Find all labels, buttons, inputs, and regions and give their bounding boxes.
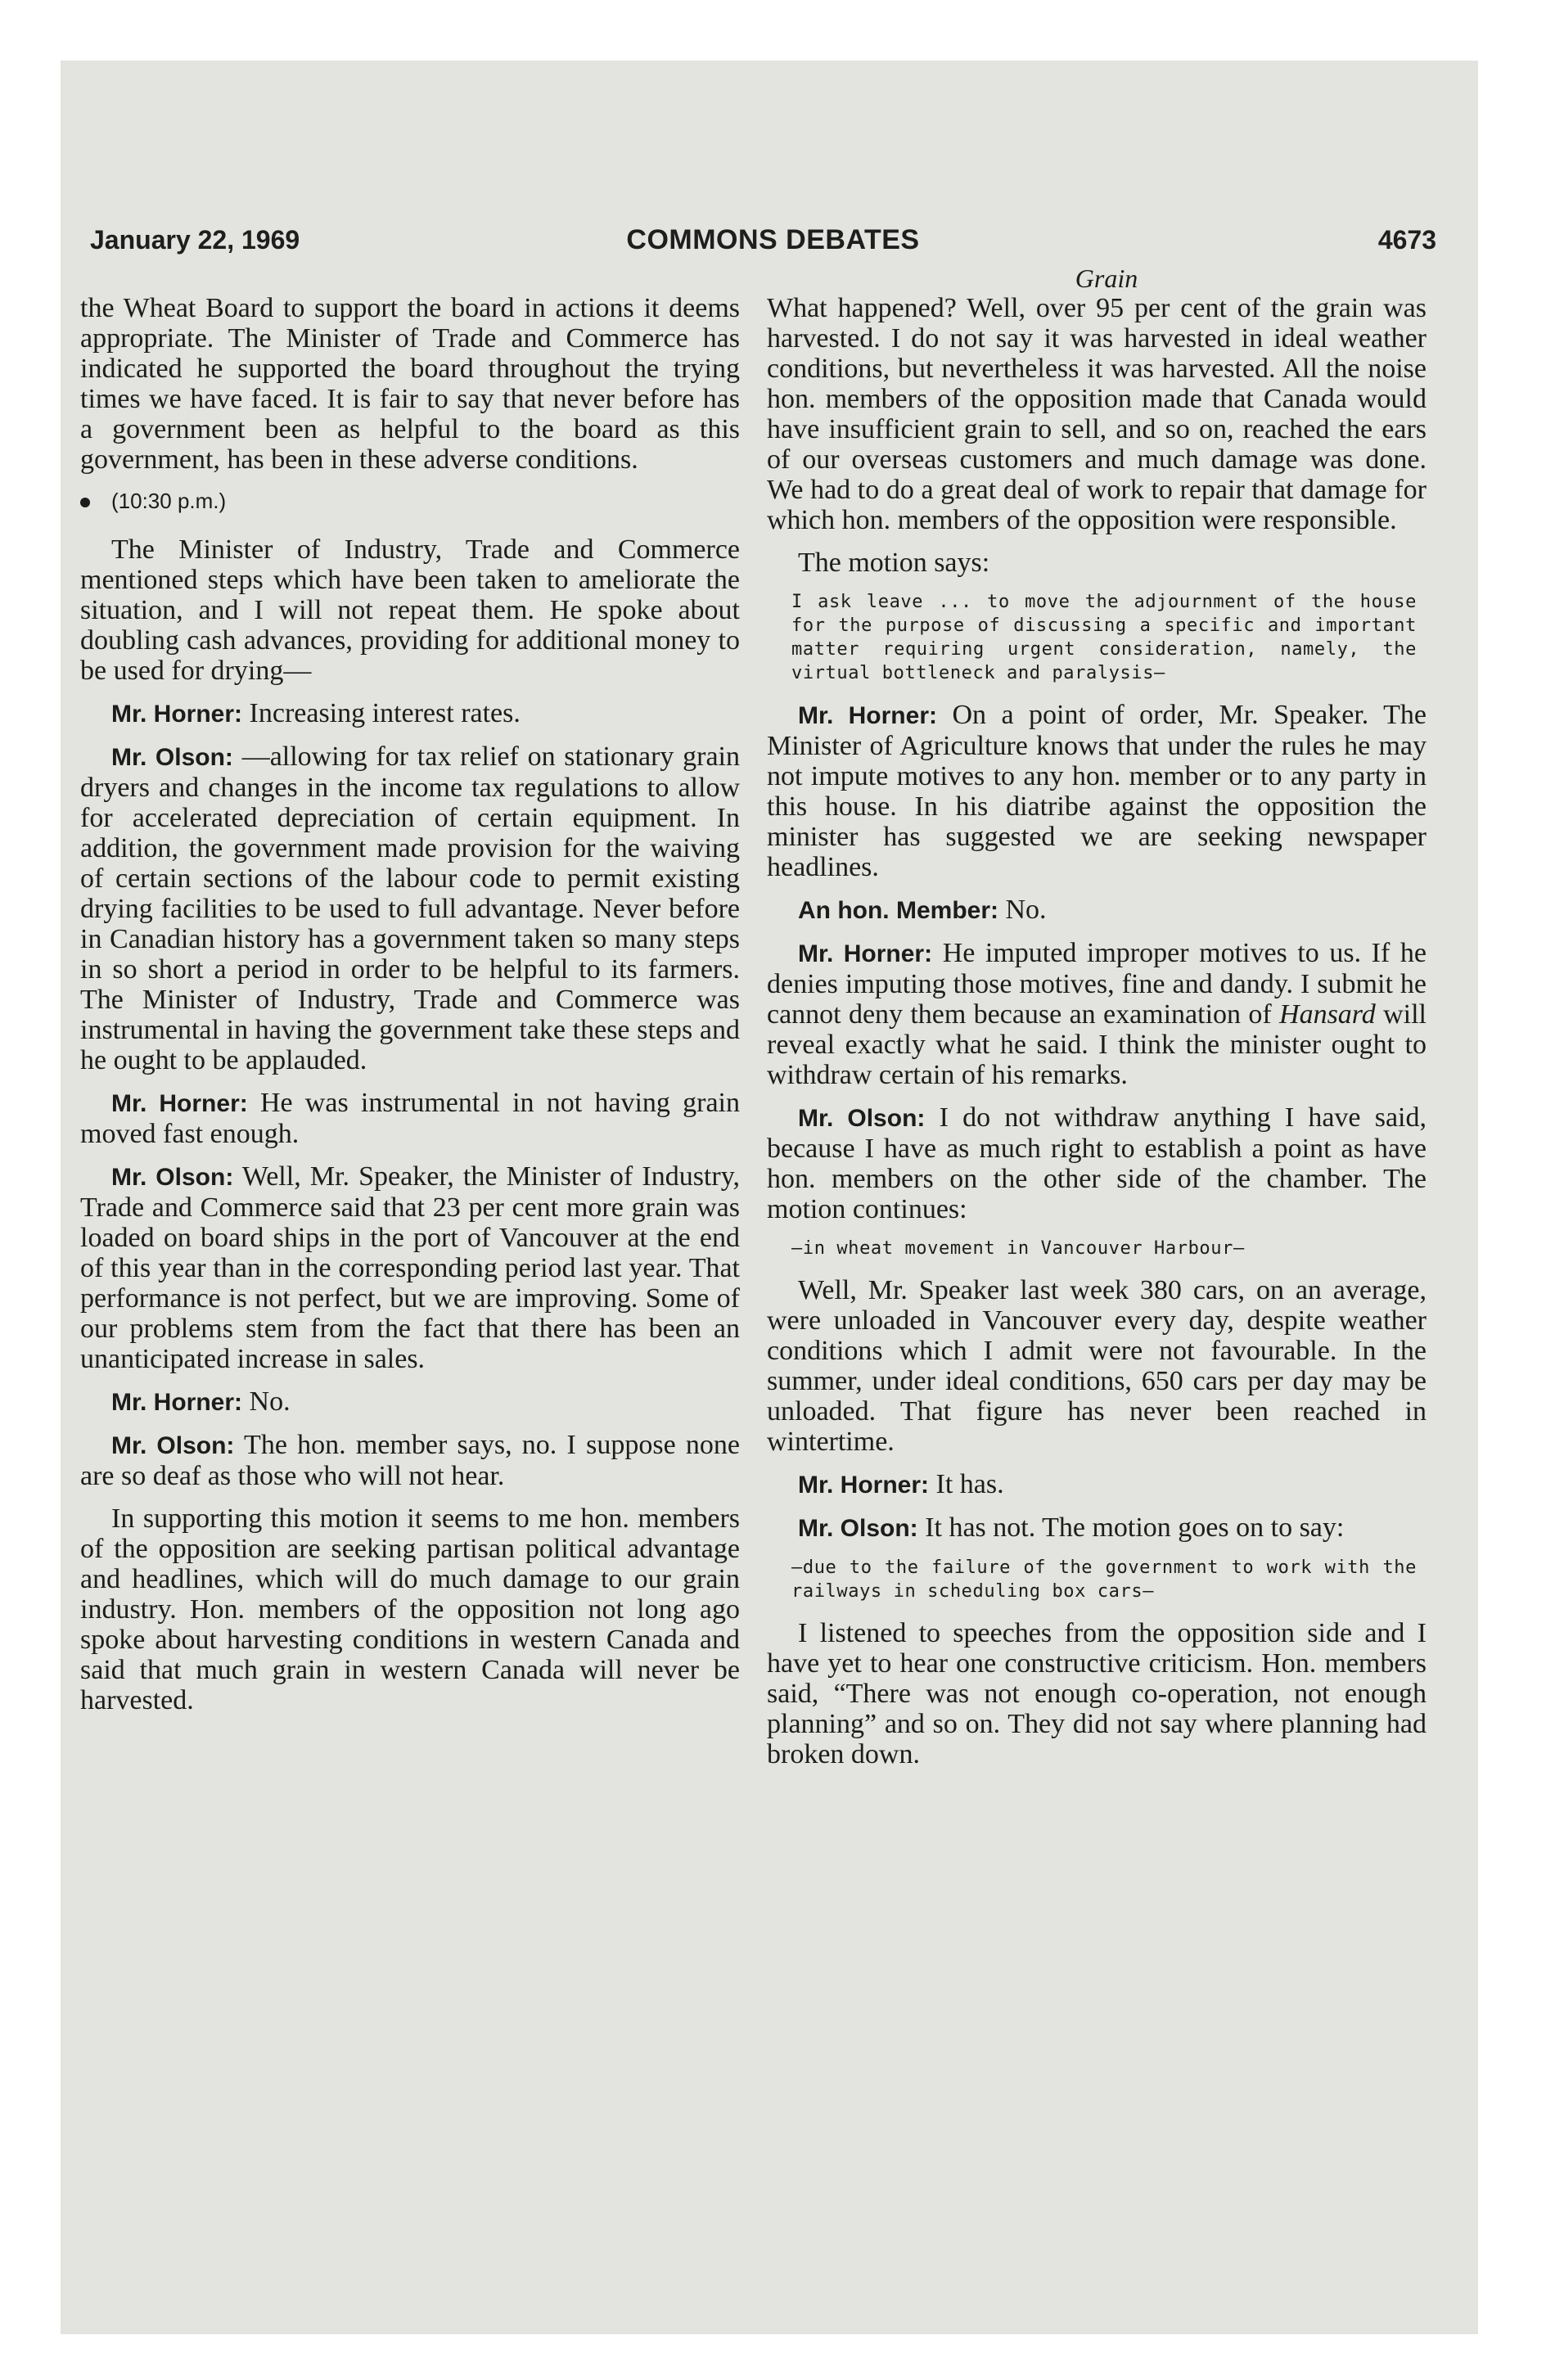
speech-text: He imputed improper motives to us. If he denies imputing those motives, fine and dandy. I submit he cannot deny them because an examination of [767, 938, 1427, 1030]
block-quote: I ask leave ... to move the adjournment of the house for the purpose of discussing a specific and important matter requiring urgent consideration, namely, the virtual bottleneck and paralysis— [791, 592, 1417, 683]
speaker-name: Mr. Olson: [111, 1164, 234, 1191]
speaker-name: Mr. Olson: [798, 1105, 926, 1132]
header-title: COMMONS DEBATES [626, 224, 920, 255]
speaker-name: Mr. Horner: [798, 702, 937, 729]
speech [767, 1469, 1427, 1500]
speech-text: Increasing interest rates. [249, 698, 521, 728]
speech [767, 895, 1427, 926]
speech [80, 1088, 740, 1149]
paragraph: What happened? Well, over 95 per cent of the grain was harvested. I do not say it was harvested in ideal weather conditions, but nevertheless it was harvested. All the noise hon. members of the opposition made that Canada would have insufficient grain to sell, and so on, reached the ears of our overseas customers and much damage was done. We had to do a great deal of work to repair that damage for which hon. members of the opposition were responsible. [767, 293, 1427, 535]
block-quote: —in wheat movement in Vancouver Harbour— [791, 1238, 1245, 1259]
page-header [0, 223, 1546, 256]
time-marker [80, 487, 740, 515]
paragraph: I listened to speeches from the opposition side and I have yet to hear one constructive criticism. Hon. members said, “There was not enough co-operation, not enough planning” and so on. They did not say where planning had broken down. [767, 1618, 1427, 1769]
header-date: January 22, 1969 [90, 225, 300, 255]
paragraph: The motion says: [798, 548, 990, 578]
speech-text: will reveal exactly what he said. I think the minister ought to withdraw certain of his remarks. [767, 999, 1427, 1090]
speech [767, 1512, 1427, 1544]
speaker-name: Mr. Horner: [798, 940, 933, 967]
speech-text: Well, Mr. Speaker, the Minister of Industry, Trade and Commerce said that 23 per cent more grain was loaded on board ships in the port of Vancouver at the end of this year than in the corresponding period last year. That performance is not perfect, but we are improving. Some of our problems stem from the fact that there has been an unanticipated increase in sales. [80, 1161, 740, 1374]
paragraph: the Wheat Board to support the board in actions it deems appropriate. The Minister of Trade and Commerce has indicated he supported the board throughout the trying times we have faced. It is fair to say that never before has a government been as helpful to the board as this government, has been in these adverse conditions. [80, 293, 740, 475]
block-quote: —due to the failure of the government to work with the railways in scheduling box cars— [791, 1557, 1417, 1602]
speech [80, 1386, 740, 1418]
speaker-name: Mr. Horner: [111, 1090, 248, 1117]
speech-text: No. [249, 1386, 291, 1417]
running-head: Grain [1075, 264, 1138, 293]
time-stamp: (10:30 p.m.) [111, 489, 227, 513]
speech-text: It has not. The motion goes on to say: [925, 1512, 1345, 1543]
speech-text: The hon. member says, no. I suppose none are so deaf as those who will not hear. [80, 1430, 740, 1491]
speaker-name: An hon. Member: [798, 897, 998, 924]
speech [80, 1161, 740, 1374]
speech-text: —allowing for tax relief on stationary grain dryers and changes in the income tax regulations to allow for accelerated depreciation of certain equipment. In addition, the government made provision for the waiving of certain sections of the labour code to permit existing drying facilities to be used to full advantage. Never before in Canadian history has a government taken so many steps in so short a period in order to be helpful to its farmers. The Minister of Industry, Trade and Commerce was instrumental in having the government take these steps and he ought to be applauded. [80, 741, 740, 1075]
speaker-name: Mr. Horner: [798, 1472, 930, 1499]
speaker-name: Mr. Olson: [111, 744, 233, 771]
speech [80, 741, 740, 1075]
speech-text: I do not withdraw anything I have said, because I have as much right to establish a point as have hon. members on the other side of the chamber. The motion continues: [767, 1102, 1427, 1224]
speaker-name: Mr. Olson: [798, 1515, 918, 1542]
left-column [80, 293, 740, 1728]
speech [767, 938, 1427, 1090]
paragraph: The Minister of Industry, Trade and Commerce mentioned steps which have been taken to ameliorate the situation, and I will not repeat them. He spoke about doubling cash advances, providing for additional money to be used for drying— [80, 534, 740, 686]
speech [767, 1102, 1427, 1224]
speaker-name: Mr. Horner: [111, 1389, 243, 1416]
speech-text: No. [1005, 895, 1047, 925]
speech [80, 1430, 740, 1491]
speech-text: It has. [935, 1469, 1004, 1499]
speaker-name: Mr. Horner: [111, 701, 243, 728]
bullet-icon [80, 498, 90, 507]
paragraph: Well, Mr. Speaker last week 380 cars, on an average, were unloaded in Vancouver every day, despite weather conditions which I admit were not favourable. In the summer, under ideal conditions, 650 cars per day may be unloaded. That figure has never been reached in wintertime. [767, 1275, 1427, 1457]
speech [80, 698, 740, 729]
right-column [767, 293, 1427, 1782]
paragraph: In supporting this motion it seems to me hon. members of the opposition are seeking partisan political advantage and headlines, which will do much damage to our grain industry. Hon. members of the opposition not long ago spoke about harvesting conditions in western Canada and said that much grain in western Canada will never be harvested. [80, 1503, 740, 1715]
speaker-name: Mr. Olson: [111, 1432, 235, 1459]
speech-text: He was instrumental in not having grain moved fast enough. [80, 1088, 740, 1149]
speech [767, 700, 1427, 882]
publication-title: Hansard [1279, 999, 1376, 1030]
speech-text: On a point of order, Mr. Speaker. The Minister of Agriculture knows that under the rules he may not impute motives to any hon. member or to any party in this house. In his diatribe against the opposition the minister has suggested we are seeking newspaper headlines. [767, 700, 1427, 882]
page-number: 4673 [1377, 225, 1436, 255]
